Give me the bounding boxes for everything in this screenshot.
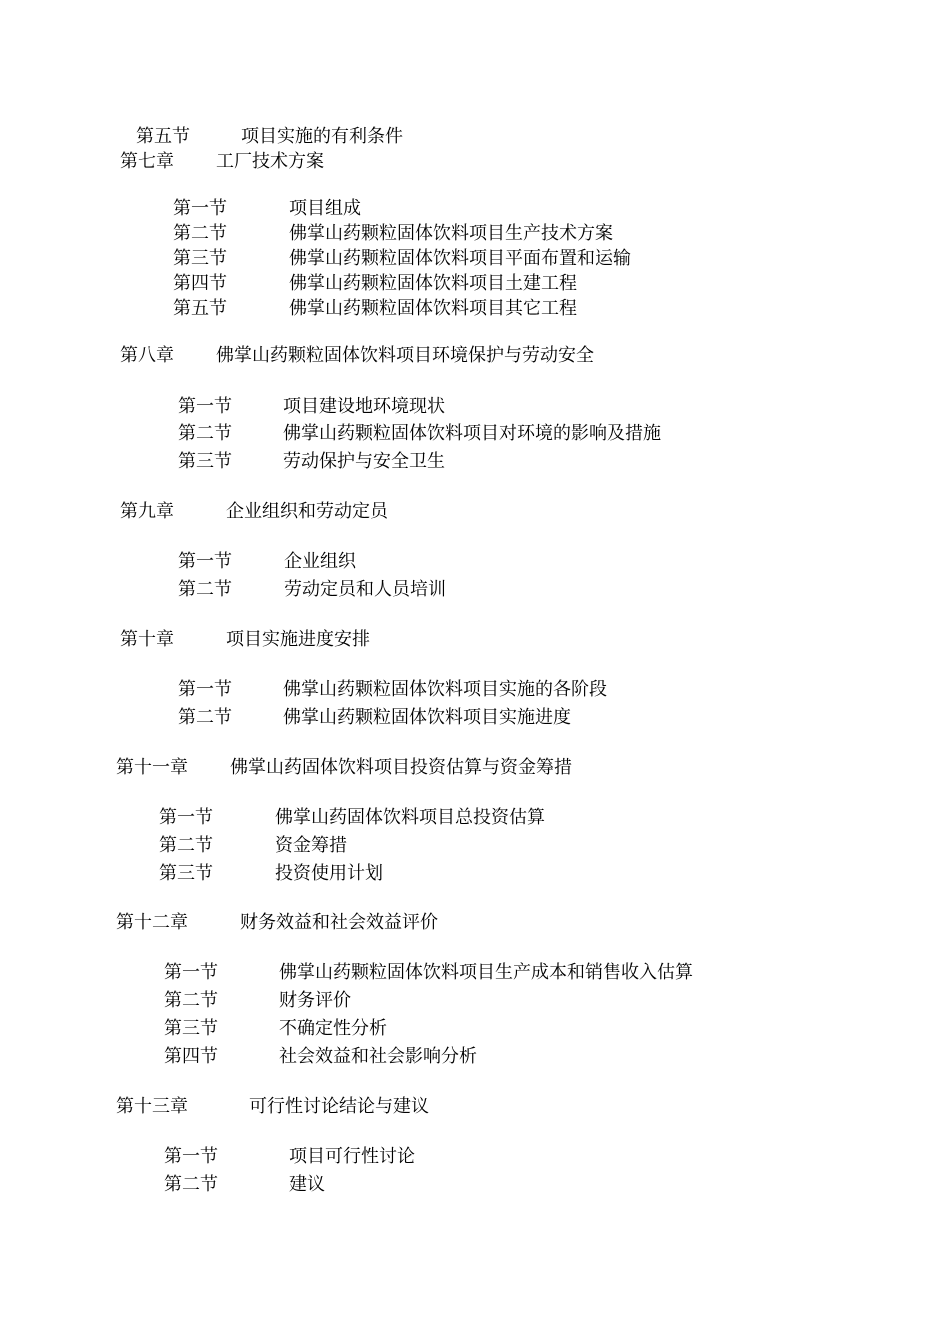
section-title: 项目实施的有利条件 [241,126,403,147]
chapter-number: 第八章 [120,345,174,366]
section-title: 佛掌山药颗粒固体饮料项目土建工程 [289,273,577,294]
chapter-number: 第十三章 [116,1096,188,1117]
section-title: 项目可行性讨论 [289,1146,415,1167]
chapter-number: 第七章 [120,151,174,172]
section-title: 不确定性分析 [279,1018,387,1039]
section-number: 第三节 [164,1018,218,1039]
section-title: 项目建设地环境现状 [283,396,445,417]
section-number: 第二节 [164,1174,218,1195]
section-title: 佛掌山药颗粒固体饮料项目生产成本和销售收入估算 [279,962,693,983]
chapter-number: 第十一章 [116,757,188,778]
section-title: 佛掌山药固体饮料项目总投资估算 [275,807,545,828]
chapter-title: 佛掌山药固体饮料项目投资估算与资金筹措 [230,757,572,778]
section-number: 第一节 [178,396,232,417]
section-title: 企业组织 [284,551,356,572]
section-number: 第三节 [159,863,213,884]
section-number: 第五节 [136,126,190,147]
section-title: 佛掌山药颗粒固体饮料项目实施进度 [283,707,571,728]
section-number: 第一节 [173,198,227,219]
section-number: 第二节 [173,223,227,244]
chapter-title: 企业组织和劳动定员 [226,501,388,522]
section-number: 第三节 [178,451,232,472]
section-title: 佛掌山药颗粒固体饮料项目生产技术方案 [289,223,613,244]
section-number: 第三节 [173,248,227,269]
chapter-title: 财务效益和社会效益评价 [240,912,438,933]
chapter-title: 佛掌山药颗粒固体饮料项目环境保护与劳动安全 [216,345,594,366]
section-title: 资金筹措 [275,835,347,856]
chapter-number: 第九章 [120,501,174,522]
chapter-number: 第十章 [120,629,174,650]
section-title: 劳动保护与安全卫生 [283,451,445,472]
section-number: 第四节 [173,273,227,294]
section-title: 劳动定员和人员培训 [284,579,446,600]
section-title: 财务评价 [279,990,351,1011]
section-title: 佛掌山药颗粒固体饮料项目平面布置和运输 [289,248,631,269]
section-number: 第一节 [159,807,213,828]
section-number: 第一节 [164,1146,218,1167]
section-number: 第二节 [159,835,213,856]
section-title: 建议 [289,1174,325,1195]
section-title: 佛掌山药颗粒固体饮料项目其它工程 [289,298,577,319]
chapter-title: 可行性讨论结论与建议 [249,1096,429,1117]
section-title: 佛掌山药颗粒固体饮料项目实施的各阶段 [283,679,607,700]
section-title: 佛掌山药颗粒固体饮料项目对环境的影响及措施 [283,423,661,444]
section-number: 第二节 [164,990,218,1011]
section-title: 社会效益和社会影响分析 [279,1046,477,1067]
chapter-title: 工厂技术方案 [216,151,324,172]
section-number: 第二节 [178,423,232,444]
section-number: 第一节 [178,679,232,700]
section-number: 第一节 [178,551,232,572]
section-title: 投资使用计划 [275,863,383,884]
section-title: 项目组成 [289,198,361,219]
section-number: 第五节 [173,298,227,319]
section-number: 第二节 [178,707,232,728]
section-number: 第一节 [164,962,218,983]
chapter-number: 第十二章 [116,912,188,933]
section-number: 第二节 [178,579,232,600]
chapter-title: 项目实施进度安排 [226,629,370,650]
section-number: 第四节 [164,1046,218,1067]
